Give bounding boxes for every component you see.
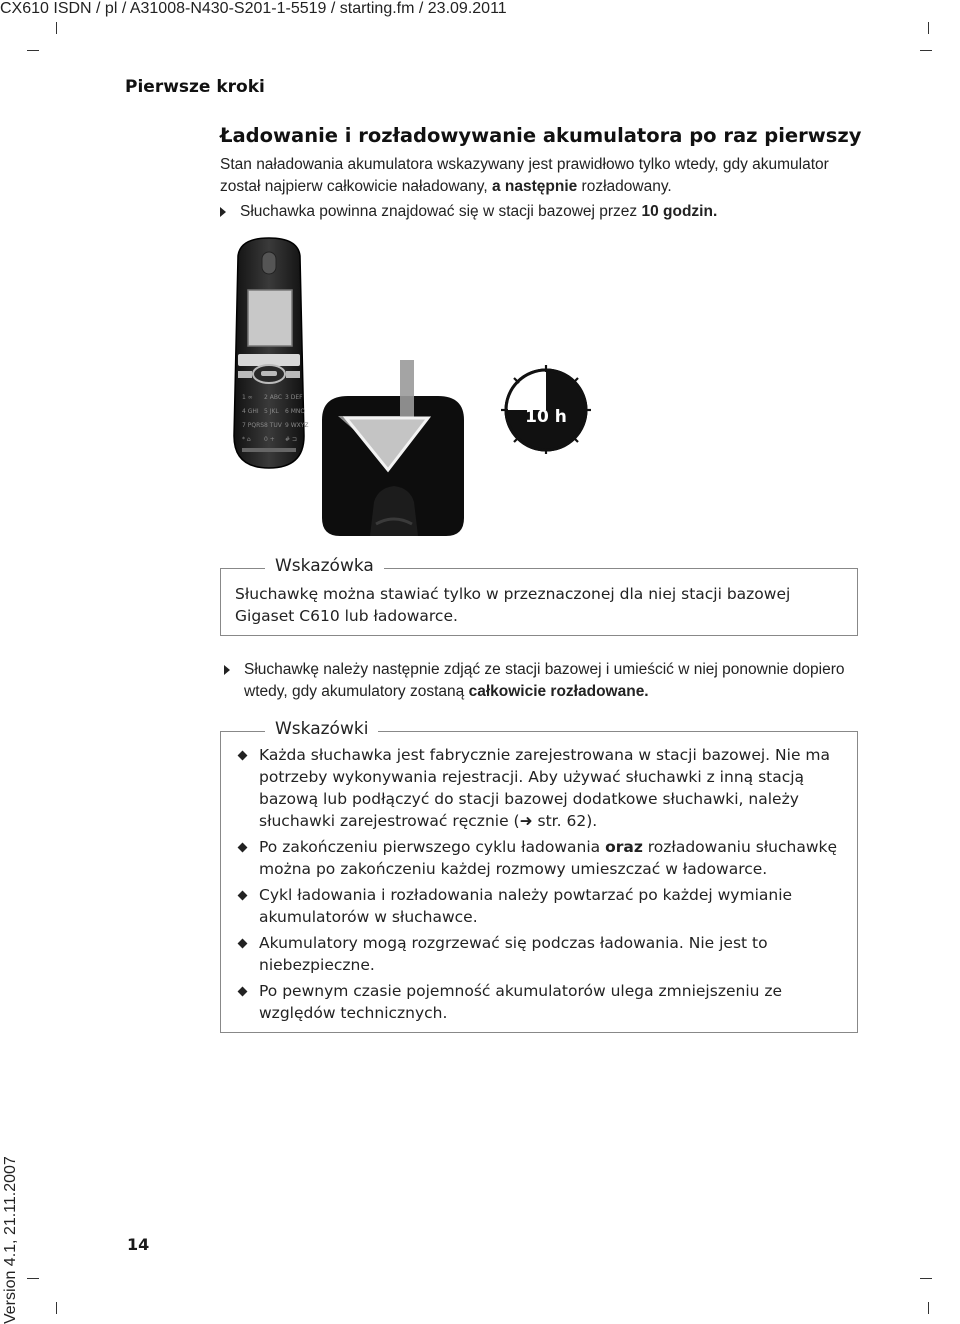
handset-key: 8 TUV	[264, 422, 282, 429]
diamond-bullet-icon	[238, 843, 248, 853]
note-title: Wskazówki	[265, 719, 378, 739]
handset-key: # ⊐	[285, 436, 297, 443]
step-2-text: Słuchawkę należy następnie zdjąć ze stacji bazowej i umieścić w niej ponownie dopiero wtedy, gdy akumulatory zostaną	[244, 661, 845, 700]
handset-key: 4 GHI	[242, 408, 259, 415]
hint-text-bold: oraz	[605, 838, 643, 856]
version-label: Version 4.1, 21.11.2007	[2, 1156, 19, 1324]
hint-text: Cykl ładowania i rozładowania należy powtarzać po każdej wymianie akumulatorów w słuchawce.	[259, 886, 793, 926]
list-item	[235, 932, 845, 976]
list-item	[235, 836, 845, 880]
intro-text-bold: a następnie	[491, 178, 578, 195]
handset-key: 0 +	[264, 436, 275, 443]
arrow-right-icon: ➜	[519, 812, 533, 830]
timer-10h-icon	[500, 362, 592, 454]
intro-text-1: Stan naładowania akumulatora wskazywany jest prawidłowo tylko wtedy, gdy akumulator został najpierw całkowicie naładowany,	[220, 156, 829, 195]
doc-info-header: CX610 ISDN / pl / A31008-N430-S201-1-5519 / starting.fm / 23.09.2011	[0, 0, 507, 17]
handset-key: 6 MNO	[285, 408, 306, 415]
hints-list	[235, 744, 845, 1028]
section-title: Pierwsze kroki	[125, 77, 265, 97]
handset-key: 1 ∞	[242, 394, 253, 401]
timer-label: 10 h	[525, 407, 567, 427]
crop-mark	[27, 1278, 39, 1279]
step-1-bold: 10 godzin.	[641, 203, 718, 220]
hint-text: Po pewnym czasie pojemność akumulatorów ulega zmniejszeniu ze względów technicznych.	[259, 982, 783, 1022]
intro-text-2: rozładowany.	[577, 178, 672, 195]
step-1-text: Słuchawka powinna znajdować się w stacji bazowej przez	[240, 203, 642, 220]
crop-mark	[920, 1278, 932, 1279]
hint-text: Każda słuchawka jest fabrycznie zarejestrowana w stacji bazowej. Nie ma potrzeby wykonywania rejestracji. Aby używać słuchawki z inną stacją bazową lub podłączyć do stacji bazowej dodatkowe słuchawki, należy słuchawki zarejestrować ręcznie (	[259, 746, 831, 830]
base-station-illustration	[318, 356, 468, 538]
arrow-bullet-icon	[224, 665, 230, 675]
page-heading: Ładowanie i rozładowywanie akumulatora po raz pierwszy	[220, 124, 862, 147]
crop-mark	[56, 22, 57, 34]
handset-key: 2 ABC	[264, 394, 283, 401]
crop-mark	[928, 22, 929, 34]
hint-text: Akumulatory mogą rozgrzewać się podczas ładowania. Nie jest to niebezpieczne.	[259, 934, 768, 974]
handset-illustration	[228, 236, 310, 472]
crop-mark	[56, 1302, 57, 1314]
arrow-bullet-icon	[220, 207, 226, 217]
handset-key: 9 WXYZ	[285, 422, 309, 429]
step-2	[220, 659, 860, 703]
step-1	[220, 201, 860, 223]
note-box-hints	[220, 719, 858, 1033]
diamond-bullet-icon	[238, 939, 248, 949]
page-number: 14	[127, 1235, 150, 1254]
handset-key: 5 JKL	[264, 408, 279, 415]
crop-mark	[928, 1302, 929, 1314]
handset-key: 7 PQRS	[242, 422, 265, 429]
handset-key: * ⌂	[242, 436, 251, 443]
note-title: Wskazówka	[265, 556, 384, 576]
step-2-bold: całkowicie rozładowane.	[468, 683, 649, 700]
diamond-bullet-icon	[238, 987, 248, 997]
diamond-bullet-icon	[238, 891, 248, 901]
crop-mark	[920, 50, 932, 51]
diamond-bullet-icon	[238, 751, 248, 761]
handset-key: 3 DEF	[285, 394, 303, 401]
intro-paragraph	[220, 154, 860, 198]
hint-text: Po zakończeniu pierwszego cyklu ładowania	[259, 838, 606, 856]
note-box-hint	[220, 556, 858, 636]
hint-text: rozładowaniu słuchawkę można po zakończeniu każdej rozmowy umieszczać w ładowarce.	[259, 838, 838, 878]
page-reference[interactable]: str. 62).	[532, 812, 598, 830]
list-item	[235, 884, 845, 928]
crop-mark	[27, 50, 39, 51]
list-item	[235, 980, 845, 1024]
list-item	[235, 744, 845, 832]
note-text: Słuchawkę można stawiać tylko w przeznaczonej dla niej stacji bazowej Gigaset C610 lub ładowarce.	[235, 585, 791, 625]
